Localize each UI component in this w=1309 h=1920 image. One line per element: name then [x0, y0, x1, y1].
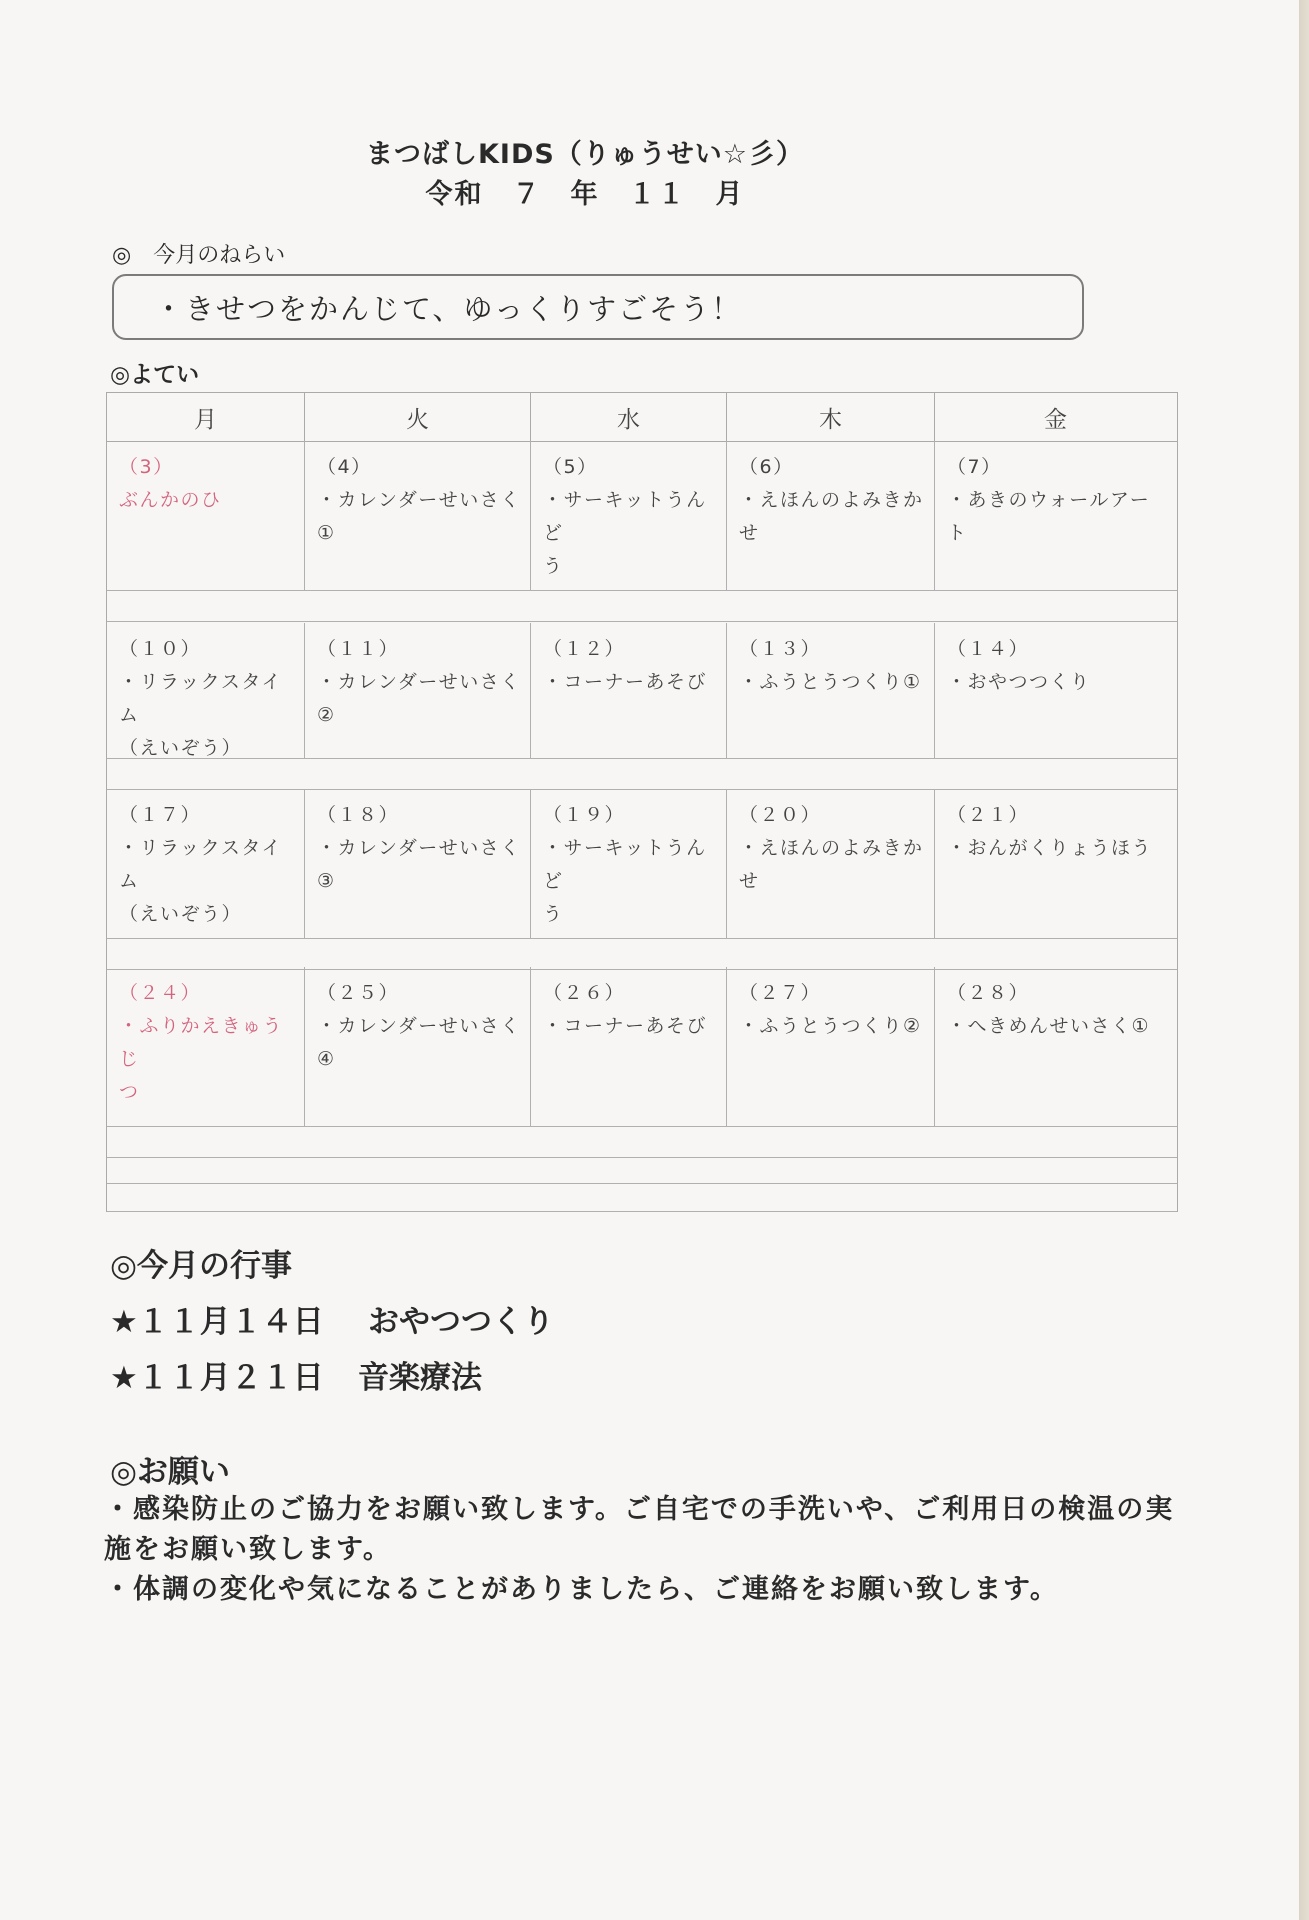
- calendar-day-cell: [727, 967, 935, 1126]
- aim-box: [112, 274, 1084, 340]
- schedule-label: ◎よてい: [110, 362, 200, 388]
- calendar-week-row: [107, 441, 1177, 591]
- day-date: （２０）: [739, 804, 822, 826]
- day-date: （5）: [543, 456, 598, 478]
- calendar-day-cell: [935, 623, 1176, 758]
- day-activity: ・コーナーあそび: [543, 1015, 708, 1037]
- day-activity: つ: [119, 1081, 140, 1103]
- day-activity: ・へきめんせいさく①: [947, 1015, 1151, 1037]
- weekday-header: 金: [1044, 406, 1067, 433]
- day-activity: ・リラックスタイム: [119, 671, 283, 726]
- day-date: （１８）: [317, 804, 400, 826]
- calendar-day-cell: [305, 441, 531, 590]
- day-activity: ・カレンダーせいさく②: [317, 671, 521, 726]
- calendar-day-cell: [531, 623, 727, 758]
- day-date: （6）: [739, 456, 794, 478]
- weekday-header: 水: [531, 393, 727, 441]
- day-activity: ・おやつつくり: [947, 671, 1091, 693]
- day-date: （3）: [119, 456, 174, 478]
- request-line: 施をお願い致します。: [104, 1534, 392, 1565]
- calendar-day-cell: [935, 789, 1176, 938]
- day-date: （１４）: [947, 638, 1030, 660]
- calendar-day-cell: [727, 441, 935, 590]
- weekday-header: 月: [107, 393, 305, 441]
- day-date: （２６）: [543, 982, 626, 1004]
- day-date: （１７）: [119, 804, 202, 826]
- day-activity: ・リラックスタイム: [119, 837, 283, 892]
- day-activity: ・カレンダーせいさく①: [317, 489, 521, 544]
- day-date: （7）: [947, 456, 1002, 478]
- request-line: ・感染防止のご協力をお願い致します。ご自宅での手洗いや、ご利用日の検温の実: [104, 1494, 1175, 1525]
- document-title: まつばしKIDS（りゅうせい☆彡）: [365, 139, 805, 170]
- calendar-spacer-row: [107, 759, 1177, 790]
- day-activity: ・カレンダーせいさく④: [317, 1015, 521, 1070]
- day-activity: ・ふうとうつくり①: [739, 671, 922, 693]
- day-activity: ・コーナーあそび: [543, 671, 708, 693]
- day-activity: （えいぞう）: [119, 737, 243, 759]
- calendar-spacer-row: [107, 591, 1177, 622]
- event-item: [110, 1296, 554, 1341]
- aim-label: ◎ 今月のねらい: [112, 243, 286, 268]
- day-date: （１１）: [317, 638, 400, 660]
- day-date: （２４）: [119, 982, 202, 1004]
- day-date: （２８）: [947, 982, 1030, 1004]
- calendar-day-cell: [107, 623, 305, 758]
- requests-title: ◎お願い: [110, 1454, 231, 1490]
- calendar-day-cell: [727, 789, 935, 938]
- calendar-day-cell: [305, 623, 531, 758]
- calendar-day-cell: [531, 441, 727, 590]
- calendar-day-cell: [305, 967, 531, 1126]
- day-activity: ・カレンダーせいさく③: [317, 837, 521, 892]
- event-name: 音楽療法: [358, 1360, 482, 1396]
- day-activity: ・ふうとうつくり②: [739, 1015, 922, 1037]
- day-activity: ぶんかのひ: [119, 489, 222, 511]
- calendar-day-cell: [727, 623, 935, 758]
- day-activity: ・サーキットうんど: [543, 489, 707, 544]
- day-date: （１０）: [119, 638, 202, 660]
- day-date: （２１）: [947, 804, 1030, 826]
- event-name: おやつつくり: [368, 1304, 554, 1340]
- day-activity: う: [543, 555, 564, 577]
- day-date: （１９）: [543, 804, 626, 826]
- calendar-header: [107, 393, 1177, 442]
- day-activity: ・あきのウォールアート: [947, 489, 1151, 544]
- calendar-spacer-row: [107, 1127, 1177, 1158]
- day-activity: う: [543, 903, 564, 925]
- calendar-spacer-row: [107, 1185, 1177, 1212]
- day-activity: ・サーキットうんど: [543, 837, 707, 892]
- event-date: ★１１月２１日: [110, 1360, 324, 1396]
- event-date: ★１１月１４日: [110, 1304, 324, 1340]
- request-line: ・体調の変化や気になることがありましたら、ご連絡をお願い致します。: [104, 1574, 1059, 1605]
- calendar-spacer-row: [107, 1157, 1177, 1184]
- day-date: （２５）: [317, 982, 400, 1004]
- day-activity: ・えほんのよみきかせ: [739, 489, 924, 544]
- calendar-day-cell: [531, 789, 727, 938]
- day-date: （１２）: [543, 638, 626, 660]
- document-subtitle: 令和 ７ 年 １１ 月: [425, 179, 745, 210]
- calendar-week-row: [107, 623, 1177, 759]
- schedule-calendar: [106, 392, 1178, 1212]
- event-item: [110, 1352, 482, 1397]
- weekday-header: 木: [727, 393, 935, 441]
- aim-text: ・きせつをかんじて、ゆっくりすごそう！: [154, 291, 743, 326]
- calendar-week-row: [107, 967, 1177, 1127]
- day-activity: ・えほんのよみきかせ: [739, 837, 924, 892]
- day-activity: ・ふりかえきゅうじ: [119, 1015, 284, 1070]
- day-date: （２７）: [739, 982, 822, 1004]
- calendar-day-cell: [305, 789, 531, 938]
- day-activity: ・おんがくりょうほう: [947, 837, 1153, 859]
- events-title: ◎今月の行事: [110, 1248, 293, 1284]
- day-date: （4）: [317, 456, 372, 478]
- calendar-day-cell: [107, 967, 305, 1126]
- weekday-header: 火: [305, 393, 531, 441]
- calendar-day-cell: [107, 789, 305, 938]
- calendar-day-cell: [107, 441, 305, 590]
- calendar-week-row: [107, 789, 1177, 939]
- paper-edge-shadow: [1299, 0, 1309, 1920]
- calendar-day-cell: [935, 967, 1176, 1126]
- calendar-day-cell: [935, 441, 1176, 590]
- calendar-spacer-row: [107, 939, 1177, 970]
- day-date: （１３）: [739, 638, 822, 660]
- day-activity: （えいぞう）: [119, 903, 243, 925]
- calendar-day-cell: [531, 967, 727, 1126]
